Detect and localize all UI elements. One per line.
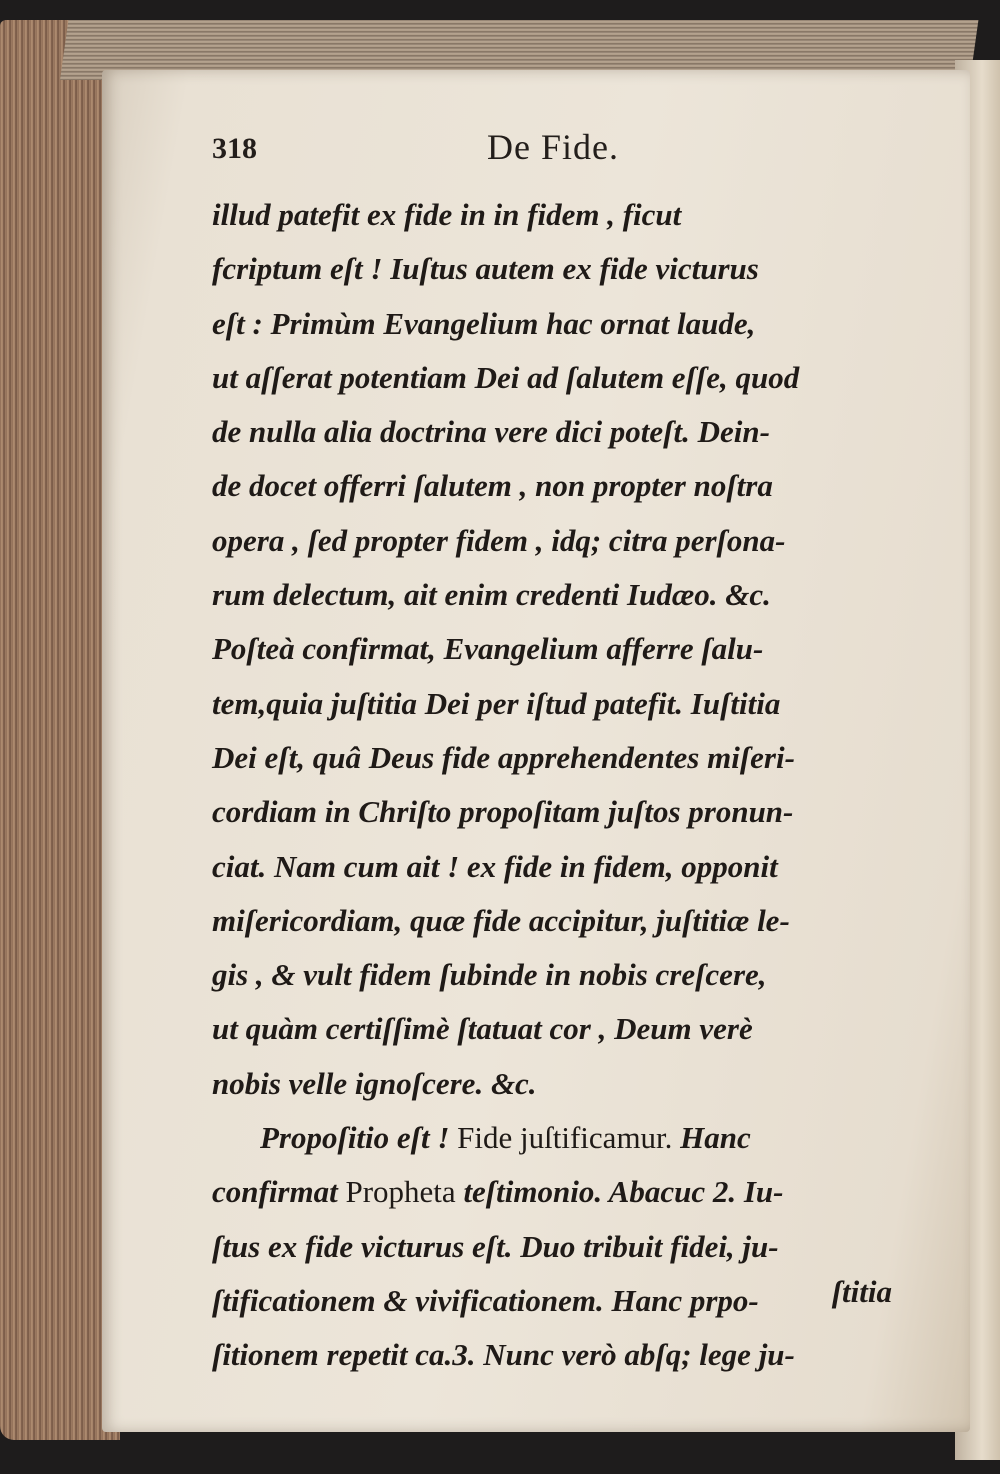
text-line: ciat. Nam cum ait ! ex fide in fidem, opponit (212, 848, 778, 884)
text-line: miſericordiam, quæ fide accipitur, juſtitiæ le- (212, 902, 790, 938)
line-segment: confirmat (212, 1174, 346, 1210)
text-line: gis , & vult fidem ſubinde in nobis creſcere, (212, 957, 767, 993)
paragraph-start-line (212, 1111, 912, 1165)
text-line: de nulla alia doctrina vere dici poteſt. Dein- (212, 414, 770, 450)
proposition-roman: Fide juſtificamur. (457, 1120, 673, 1156)
propheta-roman: Propheta (345, 1174, 456, 1210)
catchword: ſtitia (831, 1274, 892, 1309)
body-text (212, 188, 912, 1383)
text-line: tem,quia juſtitia Dei per iſtud patefit. Iuſtitia (212, 685, 781, 721)
page-number: 318 (212, 132, 257, 165)
line-segment: teſtimonio. Abacuc 2. Iu- (455, 1174, 784, 1210)
text-line: ut quàm certiſſimè ſtatuat cor , Deum verè (212, 1011, 753, 1047)
text-line: illud patefit ex fide in in fidem , ficut (212, 197, 682, 232)
text-line (212, 1165, 912, 1219)
text-line: opera , ſed propter fidem , idq; citra perſona- (212, 522, 786, 558)
text-line: ut aſſerat potentiam Dei ad ſalutem eſſe, quod (212, 359, 800, 395)
text-line: ſitionem repetit ca.3. Nunc verò abſq; lege ju- (212, 1337, 795, 1373)
text-line: ſtificationem & vivificationem. Hanc prpo- (212, 1282, 759, 1318)
text-line: fcriptum eſt ! Iuſtus autem ex fide victurus (212, 251, 759, 287)
text-line: cordiam in Chriſto propoſitam juſtos pronun- (212, 794, 794, 830)
text-line: eſt : Primùm Evangelium hac ornat laude, (212, 305, 756, 341)
text-line: nobis velle ignoſcere. &c. (212, 1065, 537, 1101)
text-line: Dei eſt, quâ Deus fide apprehendentes miſeri- (212, 739, 795, 775)
text-line: rum delectum, ait enim credenti Iudæo. &c. (212, 577, 771, 613)
proposition-label: Propoſitio eſt ! (260, 1120, 458, 1156)
proposition-tail: Hanc (672, 1120, 751, 1156)
text-line: ſtus ex fide victurus eſt. Duo tribuit fidei, ju- (212, 1228, 779, 1264)
text-line: Poſteà confirmat, Evangelium afferre ſalu- (212, 631, 764, 667)
text-line: de docet offerri ſalutem , non propter noſtra (212, 468, 773, 504)
book-page (102, 70, 970, 1432)
running-head: De Fide. (487, 127, 619, 167)
